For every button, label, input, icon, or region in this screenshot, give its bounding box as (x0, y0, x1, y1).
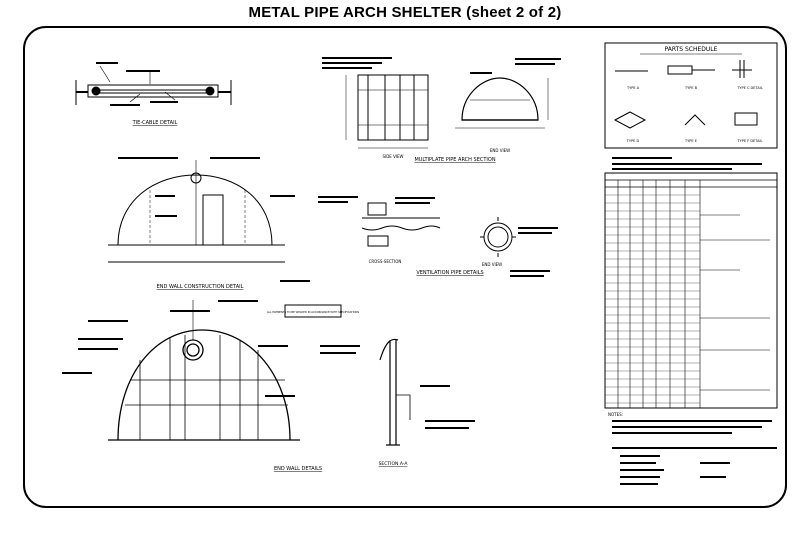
ventilation-end-view (480, 217, 516, 257)
side-view-drawing (346, 75, 428, 148)
caption-end-wall-details: END WALL DETAILS (273, 466, 323, 472)
end-view-drawing (455, 78, 548, 128)
parts-schedule-title: PARTS SCHEDULE (664, 46, 718, 53)
caption-section-a-a: SECTION A-A (378, 462, 408, 467)
part-label-d: TYPE D (626, 139, 640, 143)
cross-section-drawing (362, 203, 440, 246)
callout-text: ALL ELEMENTS TO BE WELDED IN ACCORDANCE WITH SPECIFICATIONS (266, 311, 360, 314)
notes-heading: NOTES: (608, 412, 623, 417)
caption-end-wall-construction: END WALL CONSTRUCTION DETAIL (156, 284, 244, 290)
part-label-a: TYPE A (626, 86, 640, 90)
section-a-a (380, 339, 410, 445)
end-wall-construction (108, 160, 285, 262)
caption-end-view: END VIEW (489, 148, 511, 153)
caption-multiplate: MULTIPLATE PIPE ARCH SECTION (414, 157, 496, 163)
caption-ventilation: VENTILATION PIPE DETAILS (416, 270, 484, 276)
part-label-c: TYPE C DETAIL (737, 86, 763, 90)
part-label-b: TYPE B (684, 86, 698, 90)
part-label-e: TYPE E (685, 139, 697, 143)
end-wall-details (108, 300, 300, 440)
parts-schedule (605, 43, 777, 485)
caption-end-view-small: END VIEW (481, 262, 503, 267)
caption-tie-cable: TIE-CABLE DETAIL (132, 120, 178, 126)
part-label-f: TYPE F DETAIL (737, 139, 763, 143)
caption-side-view: SIDE VIEW (382, 154, 404, 159)
caption-cross-section: CROSS-SECTION (368, 259, 402, 264)
page-title: METAL PIPE ARCH SHELTER (sheet 2 of 2) (248, 4, 562, 21)
